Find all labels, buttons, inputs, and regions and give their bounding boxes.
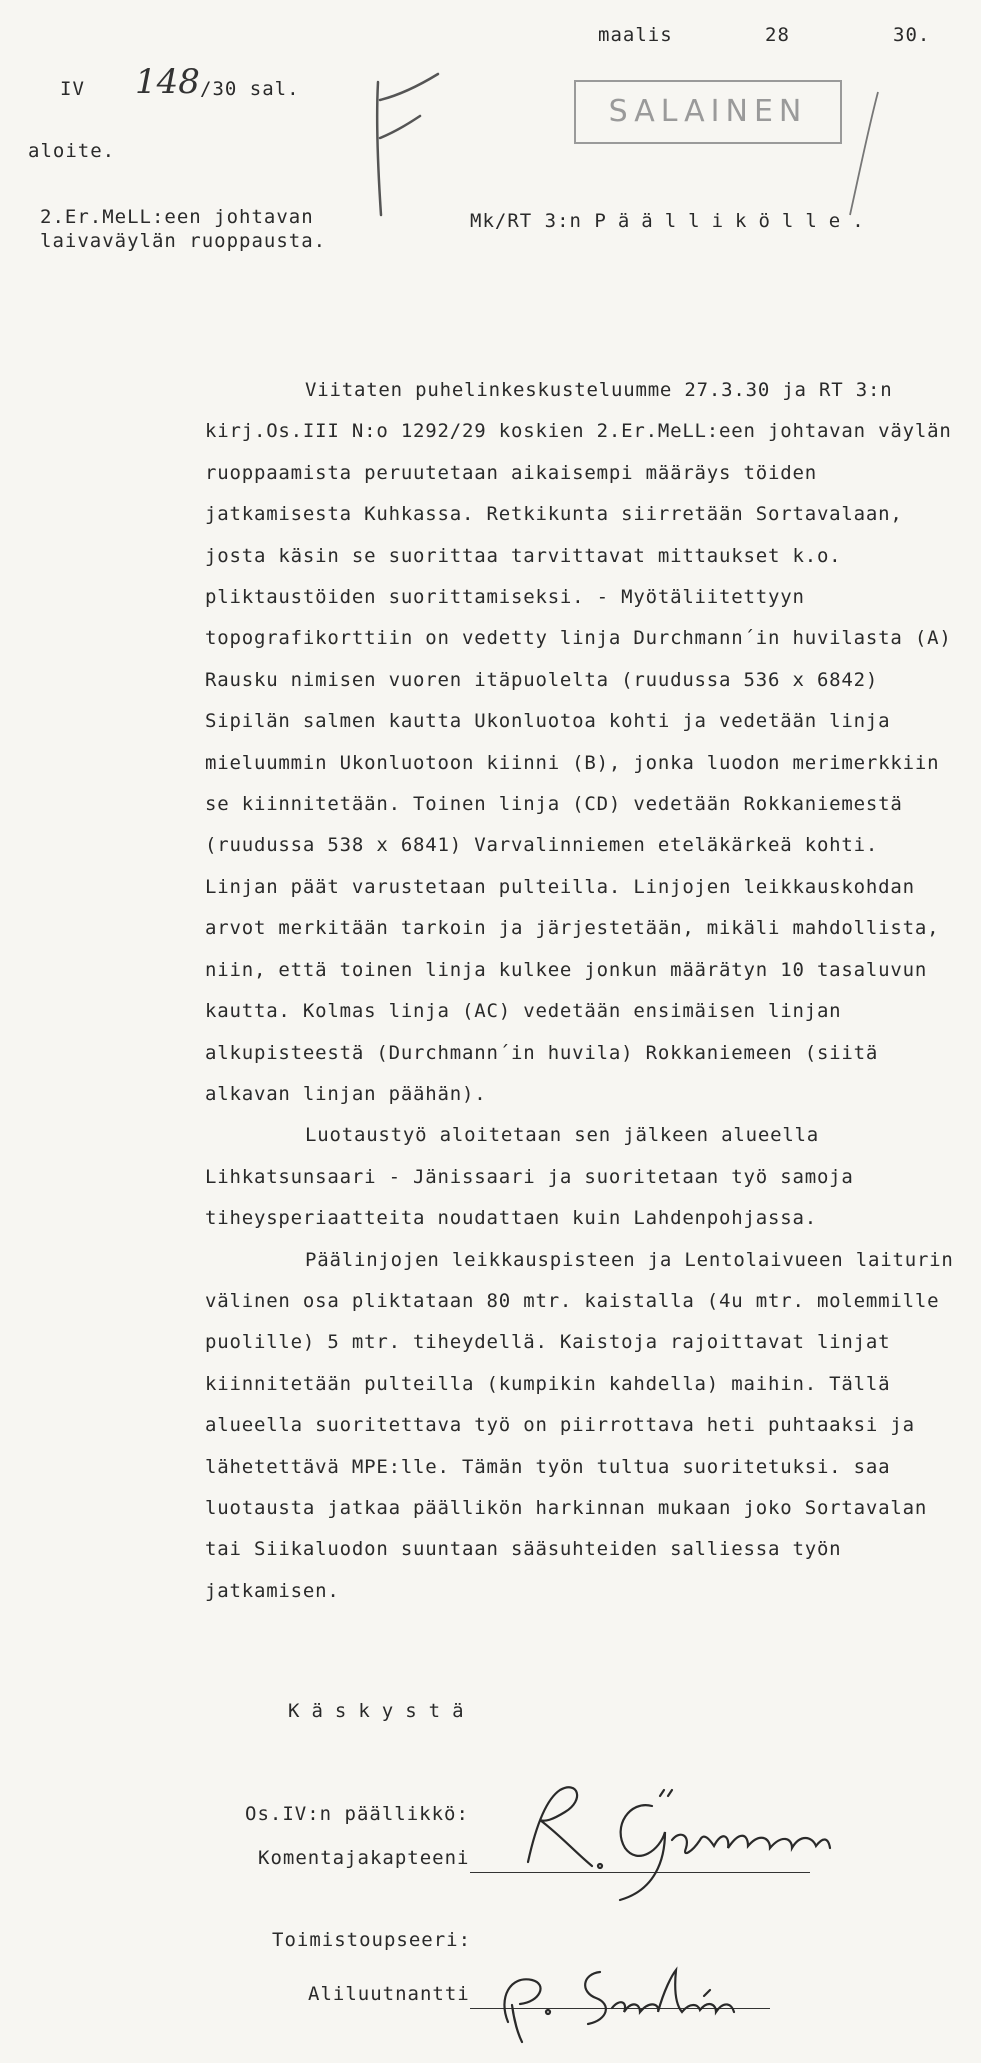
reference-department: IV — [60, 78, 85, 100]
pencil-stroke — [850, 92, 878, 215]
signer-2-rank: Aliluutnantti — [308, 1983, 470, 2005]
handwritten-f-mark — [377, 74, 438, 215]
date-day: 28 — [765, 24, 790, 46]
kaskysta-label: Käskystä — [288, 1700, 476, 1722]
body-paragraph-1: Viitaten puhelinkeskusteluumme 27.3.30 ja RT 3:n kirj.Os.III N:o 1292/29 koskien 2.Er.MeLL:een johtavan väylän ruoppaamista peruutetaan aikaisempi määräys töiden jatkamisesta Kuhkassa. Retkikunta siirretään Sortavalaan, josta käsin se suorittaa tarvittavat mittaukset k.o. pliktaustöiden suorittamiseksi. - Myötäliitettyyn topografikorttiin on vedetty linja Durchmann´in huvilasta (A) Rausku nimisen vuoren itäpuolelta (ruudussa 536 x 6842) Sipilän salmen kautta Ukonluotoa kohti ja vedetään linja mieluummin Ukonluotoon kiinni (B), jonka luodon merimerkkiin se kiinnitetään. Toinen linja (CD) vedetään Rokkaniemestä (ruudussa 538 x 6841) Varvalinniemen eteläkärkeä kohti. Linjan päät varustetaan pulteilla. Linjojen leikkauskohdan arvot merkitään tarkoin ja järjestetään, mikäli mahdollista, niin, että toinen linja kulkee jonkun määrätyn 10 tasaluvun kautta. Kolmas linja (AC) vedetään ensimäisen linjan alkupisteestä (Durchmann´in huvila) Rokkaniemeen (siitä alkavan linjan päähän). — [205, 379, 952, 1105]
reference-suffix: /30 sal. — [200, 78, 300, 100]
subject-line-2: laivaväylän ruoppausta. — [40, 230, 327, 252]
recipient-prefix: Mk/RT 3:n — [470, 210, 582, 232]
subject-line-1: 2.Er.MeLL:een johtavan — [40, 206, 314, 228]
date-month: maalis — [598, 24, 673, 46]
aloite-label: aloite. — [28, 140, 116, 162]
signature-2 — [504, 1970, 734, 2042]
secret-stamp: SALAINEN — [574, 80, 842, 144]
signer-2-title: Toimistoupseeri: — [272, 1929, 472, 1951]
signer-1-rank: Komentajakapteeni — [258, 1847, 470, 1869]
date-year: 30. — [893, 24, 931, 46]
body-paragraph-3: Päälinjojen leikkauspisteen ja Lentolaivueen laiturin välinen osa pliktataan 80 mtr. kaistalla (4u mtr. molemmille puolille) 5 mtr. tiheydellä. Kaistoja rajoittavat linjat kiinnitetään pulteilla (kumpikin kahdella) maihin. Tällä alueella suoritettava työ on piirrottava heti puhtaaksi ja lähetettävä MPE:lle. Tämän työn tultua suoritetuksi. saa luotausta jatkaa päällikön harkinnan mukaan joko Sortavalan tai Siikaluodon suuntaan sääsuhteiden salliessa työn jatkamisen. — [205, 1248, 954, 1602]
signer-1-title: Os.IV:n päällikkö: — [245, 1803, 469, 1825]
body-paragraph-2: Luotaustyö aloitetaan sen jälkeen alueella Lihkatsunsaari - Jänissaari ja suoritetaan työ samoja tiheysperiaatteita noudattaen kuin Lahdenpohjassa. — [205, 1124, 854, 1230]
recipient-title: Päällikölle. — [594, 210, 876, 232]
reference-number: 148 — [135, 62, 200, 102]
signature-1 — [528, 1787, 830, 1900]
